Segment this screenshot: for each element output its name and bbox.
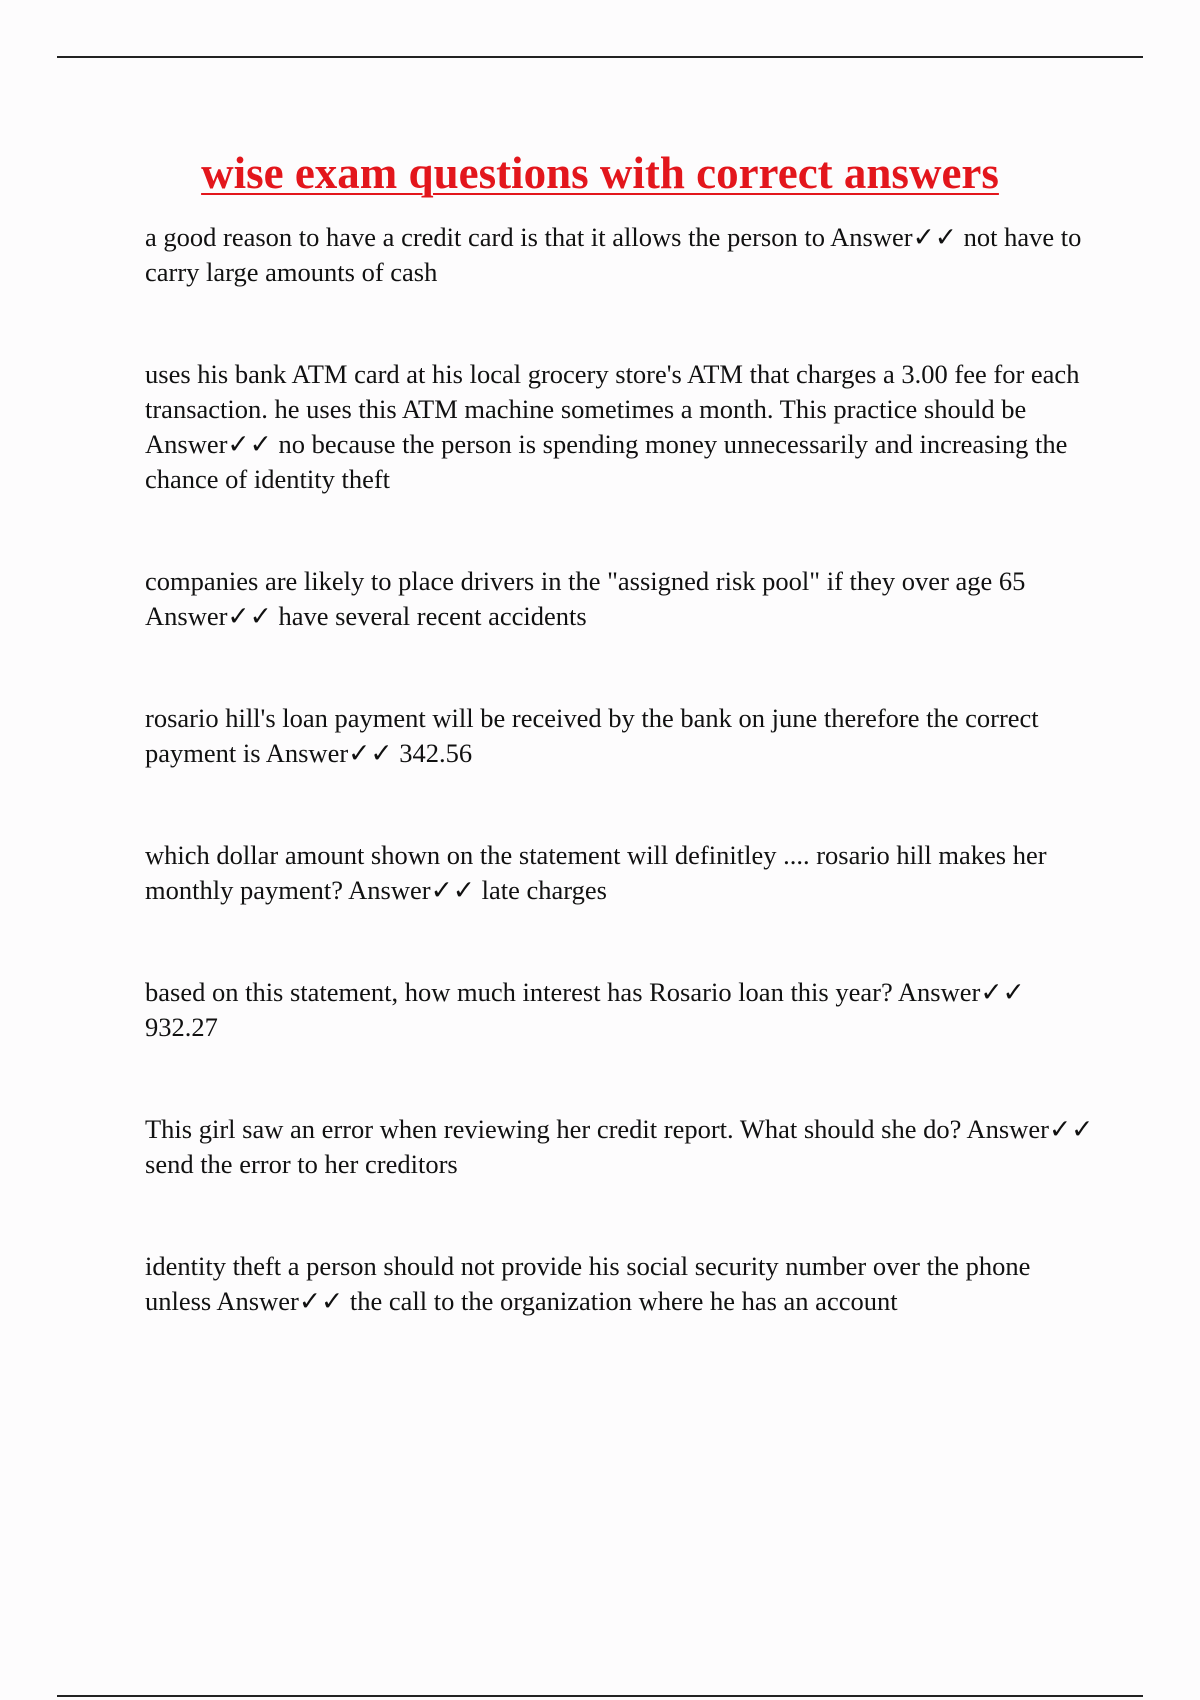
- question-text: This girl saw an error when reviewing her credit report. What should she do?: [145, 1114, 962, 1144]
- question-text: which dollar amount shown on the statement will definitley .... rosario hill makes her monthly payment?: [145, 840, 1047, 905]
- qa-item-2: [145, 357, 1095, 497]
- qa-item-6: [145, 975, 1095, 1045]
- answer-text: 342.56: [399, 738, 473, 768]
- question-text: uses his bank ATM card at his local grocery store's ATM that charges a 3.00 fee for each transaction. he uses this ATM machine sometimes a month. This practice should be: [145, 359, 1080, 424]
- answer-label: Answer✓✓: [145, 429, 272, 459]
- bottom-rule: [57, 1695, 1143, 1697]
- answer-label: Answer✓✓: [966, 1114, 1094, 1144]
- answer-label: Answer✓✓: [897, 977, 1025, 1007]
- question-text: rosario hill's loan payment will be received by the bank on june therefore the correct payment is: [145, 703, 1039, 768]
- qa-item-3: [145, 564, 1095, 634]
- qa-item-8: [145, 1249, 1095, 1319]
- qa-item-1: [145, 220, 1095, 290]
- answer-label: Answer✓✓: [145, 601, 272, 631]
- answer-text: 932.27: [145, 1012, 218, 1042]
- question-text: a good reason to have a credit card is that it allows the person to: [145, 222, 825, 252]
- answer-text: not have to carry large amounts of cash: [145, 222, 1082, 287]
- answer-text: no because the person is spending money unnecessarily and increasing the chance of identity theft: [145, 429, 1068, 494]
- question-text: identity theft a person should not provide his social security number over the phone unless: [145, 1251, 1031, 1316]
- answer-text: late charges: [481, 875, 607, 905]
- answer-text: the call to the organization where he has an account: [349, 1286, 898, 1316]
- document-title: wise exam questions with correct answers: [201, 148, 999, 198]
- qa-item-7: [145, 1112, 1095, 1182]
- answer-label: Answer✓✓: [216, 1286, 344, 1316]
- qa-item-5: [145, 838, 1095, 908]
- answer-label: Answer✓✓: [265, 738, 393, 768]
- question-text: companies are likely to place drivers in the "assigned risk pool" if they over age 65: [145, 566, 1026, 596]
- qa-item-4: [145, 701, 1095, 771]
- qa-list: [145, 220, 1095, 1386]
- answer-text: send the error to her creditors: [145, 1149, 458, 1179]
- answer-label: Answer✓✓: [348, 875, 475, 905]
- answer-text: have several recent accidents: [278, 601, 587, 631]
- answer-label: Answer✓✓: [830, 222, 957, 252]
- top-rule: [57, 56, 1143, 58]
- question-text: based on this statement, how much interest has Rosario loan this year?: [145, 977, 893, 1007]
